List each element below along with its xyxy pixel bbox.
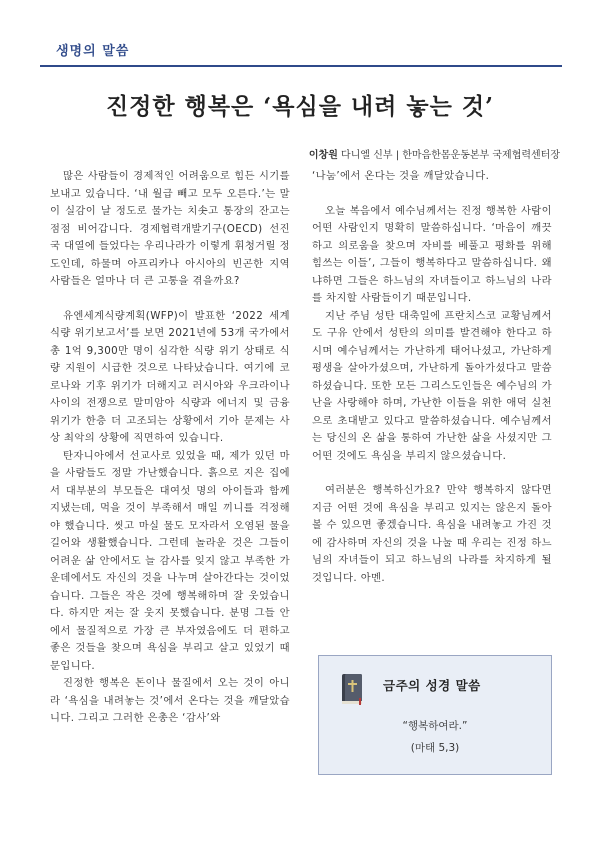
paragraph: 유엔세계식량계획(WFP)이 발표한 ‘2022 세계 식량 위기보고서’를 보면 2021년에 53개 국가에서 총 1억 9,300만 명이 심각한 식량 위기 상태로 식량 지원이 시급한 것으로 나타났습니다. 여기에 코로나와 기후 위기가 더해지고 러시아와 우크라이나 사이의 전쟁으로 말미암아 식량과 에너지 및 금융 위기가 한층 더 고조되는 상황에서 기아 문제는 사상 최악의 상황에 직면하여 있습니다. (50, 309, 290, 444)
byline (309, 146, 560, 161)
paragraph: ‘나눔’에서 온다는 것을 깨달았습니다. (312, 170, 490, 182)
article-column-left (50, 168, 290, 728)
author-name: 이창원 (308, 150, 338, 161)
paragraph: 여러분은 행복하신가요? 만약 행복하지 않다면 지금 어떤 것에 욕심을 부리고 있지는 않은지 돌아볼 수 있으면 좋겠습니다. 욕심을 내려놓고 가진 것에 감사하며 자신의 것을 나눌 때 우리는 진정 하느님의 자녀들이 되고 하느님의 나라를 차지하게 될 것입니다. 아멘. (312, 484, 552, 584)
section-title: 생명의 말씀 (56, 44, 130, 59)
verse-heading: 금주의 성경 말씀 (383, 678, 481, 693)
author-role: 다니엘 신부 | 한마음한몸운동본부 국제협력센터장 (337, 150, 560, 161)
bible-icon (339, 672, 365, 706)
paragraph: 오늘 복음에서 예수님께서는 진정 행복한 사람이 어떤 사람인지 명확히 말씀하십니다. ‘마음이 깨끗하고 의로움을 찾으며 자비를 베풀고 평화를 위해 힘쓰는 이들’, 그들이 행복하다고 말씀하십니다. 왜냐하면 그들은 하느님의 자녀들이고 하느님의 나라를 차지할 사람들이기 때문입니다. (312, 204, 552, 304)
paragraph: 많은 사람들이 경제적인 어려움으로 힘든 시기를 보내고 있습니다. ‘내 월급 빼고 모두 오른다.’는 말이 실감이 날 정도로 물가는 치솟고 통장의 잔고는 점점 비어갑니다. 경제협력개발기구(OECD) 선진국 대열에 들었다는 우리나라가 이렇게 휘청거릴 정도인데, 하물며 아프리카나 아시아의 빈곤한 지역 사람들은 얼마나 더 큰 고통을 겪을까요? (50, 170, 290, 287)
paragraph: 지난 주님 성탄 대축일에 프란치스코 교황님께서도 구유 안에서 성탄의 의미를 발견해야 한다고 하시며 예수님께서는 가난하게 태어나셨고, 가난하게 평생을 살아가셨으며, 가난하게 돌아가셨다고 말씀하셨습니다. 또한 모든 그리스도인들은 예수님의 가난을 사랑해야 하며, 가난한 이들을 위한 애덕 실천으로 초대받고 있다고 말씀하셨습니다. 예수님께서는 당신의 온 삶을 통하여 가난한 삶을 사셨지만 그 어떤 것에도 욕심을 부리지 않으셨습니다. (312, 309, 552, 462)
weekly-verse-box (318, 655, 552, 775)
paragraph: 진정한 행복은 돈이나 물질에서 오는 것이 아니라 ‘욕심을 내려놓는 것’에서 온다는 것을 깨달았습니다. 그리고 그러한 은총은 ‘감사’와 (50, 677, 290, 724)
section-divider (40, 65, 562, 67)
verse-reference: (마태 5,3) (410, 742, 460, 754)
article-column-right (312, 168, 552, 587)
verse-quote: “행복하여라.” (402, 720, 468, 732)
section-header (40, 40, 562, 67)
paragraph: 탄자니아에서 선교사로 있었을 때, 제가 있던 마을 사람들도 정말 가난했습니다. 흙으로 지은 집에서 대부분의 부모들은 대여섯 명의 아이들과 함께 지냈는데, 먹을 것이 부족해서 매일 끼니를 걱정해야 했습니다. 씻고 마실 물도 모자라서 오염된 물을 길어와 생활했습니다. 그런데 놀라운 것은 그들이 어려운 삶 안에서도 늘 감사를 잊지 않고 부족한 가운데에서도 자신의 것을 나누며 살아간다는 것이었습니다. 그들은 작은 것에 행복해하며 잘 웃었습니다. 하지만 저는 잘 웃지 못했습니다. 분명 그들 안에서 물질적으로 가장 큰 부자였음에도 더 편하고 좋은 것들을 찾으며 욕심을 부리고 살고 있었기 때문입니다. (50, 449, 290, 672)
article-title: 진정한 행복은 ‘욕심을 내려 놓는 것’ (105, 93, 495, 120)
